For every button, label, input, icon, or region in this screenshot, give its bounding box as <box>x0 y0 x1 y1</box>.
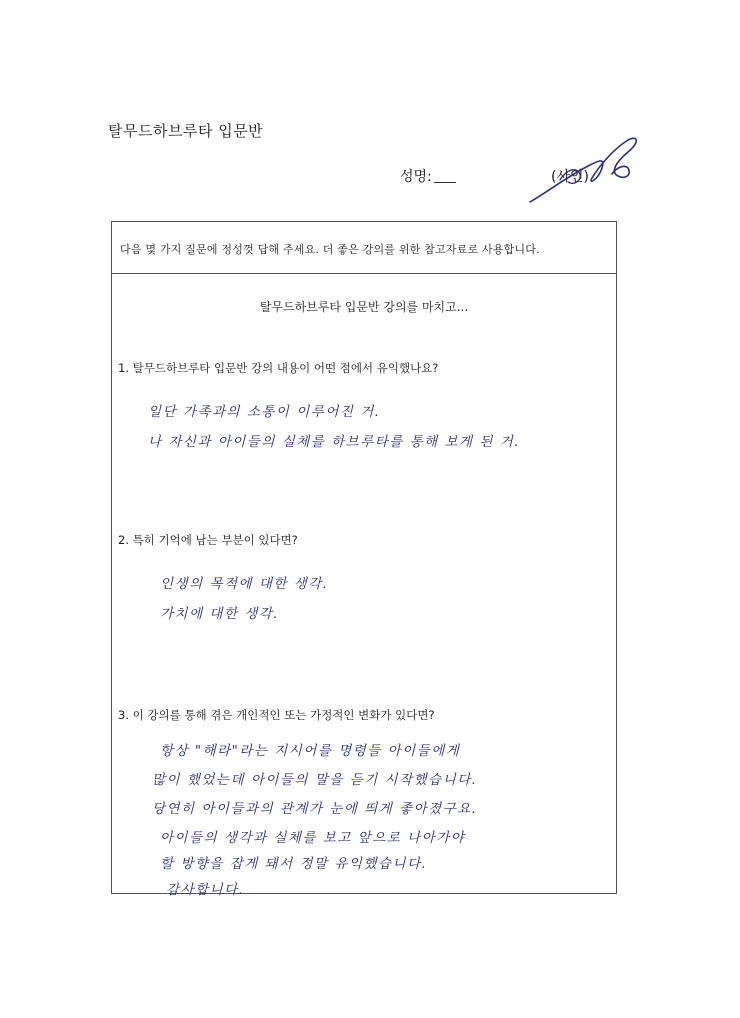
answer-3-line-3: 당연히 아이들과의 관계가 눈에 띄게 좋아졌구요. <box>152 801 478 817</box>
question-3: 3. 이 강의를 통해 겪은 개인적인 또는 가정적인 변화가 있다면? <box>118 708 435 722</box>
name-field <box>400 166 456 186</box>
question-2: 2. 특히 기억에 남는 부분이 있다면? <box>118 533 298 547</box>
survey-form <box>111 221 617 898</box>
answer-3-line-1: 항상 "해라"라는 지시어를 명령들 아이들에게 <box>160 743 461 759</box>
form-instruction: 다음 몇 가지 질문에 정성껏 답해 주세요. 더 좋은 강의를 위한 참고자료로 사용합니다. <box>112 222 616 274</box>
question-1: 1. 탈무드하브루타 입문반 강의 내용이 어떤 점에서 유익했나요? <box>118 361 439 375</box>
name-underline <box>434 182 456 183</box>
answer-1-line-2: 나 자신과 아이들의 실체를 하브루타를 통해 보게 된 거. <box>148 434 521 450</box>
sign-label: (사인) <box>551 169 589 185</box>
answer-3-line-2: 많이 했었는데 아이들의 말을 듣기 시작했습니다. <box>152 772 478 788</box>
form-subtitle: 탈무드하브루타 입문반 강의를 마치고... <box>259 300 469 314</box>
handwritten-signature <box>520 130 650 210</box>
answer-3-line-6: 감사합니다. <box>166 882 245 898</box>
answer-2-line-2: 가치에 대한 생각. <box>160 606 280 622</box>
name-label: 성명: <box>400 169 432 185</box>
answer-2-line-1: 인생의 목적에 대한 생각. <box>160 576 329 592</box>
answer-1-line-1: 일단 가족과의 소통이 이루어진 거. <box>148 404 381 420</box>
answer-3-line-5: 할 방향을 잡게 돼서 정말 유익했습니다. <box>160 856 428 872</box>
form-title: 탈무드하브루타 입문반 <box>108 122 264 140</box>
answer-3-line-4: 아이들의 생각과 실체를 보고 앞으로 나아가야 <box>160 830 466 846</box>
